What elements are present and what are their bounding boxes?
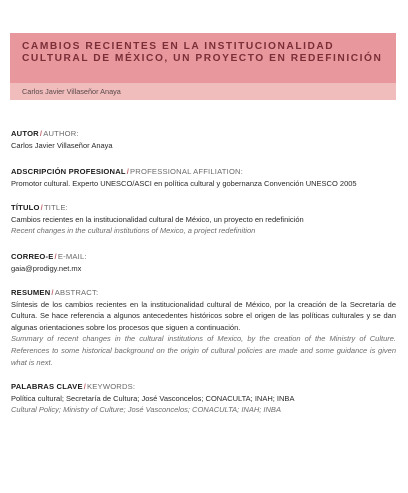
author-section bbox=[11, 128, 396, 151]
keywords-value-en: Cultural Policy; Ministry of Culture; José Vasconcelos; CONACULTA; INAH; INBA bbox=[11, 405, 281, 415]
affiliation-label: ADSCRIPCIÓN PROFESIONAL/PROFESSIONAL AFFILIATION: bbox=[11, 167, 244, 176]
author-banner-name: Carlos Javier Villaseñor Anaya bbox=[22, 87, 121, 96]
abstract-value-en: Summary of recent changes in the cultural institutions of Mexico, by the creation of the Ministry of Culture. References to some historical background on the origin of cultural policies are made and some guidance is given what is next. bbox=[11, 334, 396, 367]
abstract-value-es: Síntesis de los cambios recientes en la institucionalidad cultural de México, por la creación de la Secretaría de Cultura. Se hace referencia a algunos antecedentes históricos sobre el origen de las políticas culturales y se dan algunas orientaciones sobre los procesos que siguen a continuación. bbox=[11, 299, 396, 332]
label-separator: / bbox=[54, 252, 57, 261]
title-value-en: Recent changes in the cultural institutions of Mexico, a project redefinition bbox=[11, 226, 256, 236]
author-label: AUTOR/AUTHOR: bbox=[11, 129, 79, 138]
abstract-label: RESUMEN/ABSTRACT: bbox=[11, 288, 99, 297]
author-value: Carlos Javier Villaseñor Anaya bbox=[11, 140, 113, 150]
abstract-section bbox=[11, 287, 396, 368]
label-separator: / bbox=[83, 382, 87, 391]
label-separator: / bbox=[39, 129, 43, 138]
title-value-es: Cambios recientes en la institucionalidad cultural de México, un proyecto en redefinición bbox=[11, 214, 304, 224]
keywords-section bbox=[11, 381, 396, 416]
affiliation-section bbox=[11, 166, 396, 189]
email-value[interactable]: gaia@prodigy.net.mx bbox=[11, 263, 82, 273]
title-section bbox=[11, 202, 396, 237]
article-title: CAMBIOS RECIENTES EN LA INSTITUCIONALIDAD CULTURAL DE MÉXICO, UN PROYECTO EN REDEFINICIÓN bbox=[22, 41, 383, 64]
author-banner bbox=[10, 83, 396, 100]
keywords-label: PALABRAS CLAVE/KEYWORDS: bbox=[11, 382, 136, 391]
title-label: TÍTULO/TITLE: bbox=[11, 203, 68, 212]
email-section bbox=[11, 251, 396, 274]
article-header bbox=[10, 33, 396, 83]
email-label: CORREO-E/E-MAIL: bbox=[11, 252, 87, 261]
affiliation-value: Promotor cultural. Experto UNESCO/ASCI en política cultural y gobernanza Convención UNESCO 2005 bbox=[11, 178, 357, 188]
keywords-value-es: Política cultural; Secretaría de Cultura; José Vasconcelos; CONACULTA; INAH; INBA bbox=[11, 393, 295, 403]
label-separator: / bbox=[126, 167, 130, 176]
label-separator: / bbox=[40, 203, 43, 212]
label-separator: / bbox=[51, 288, 54, 297]
